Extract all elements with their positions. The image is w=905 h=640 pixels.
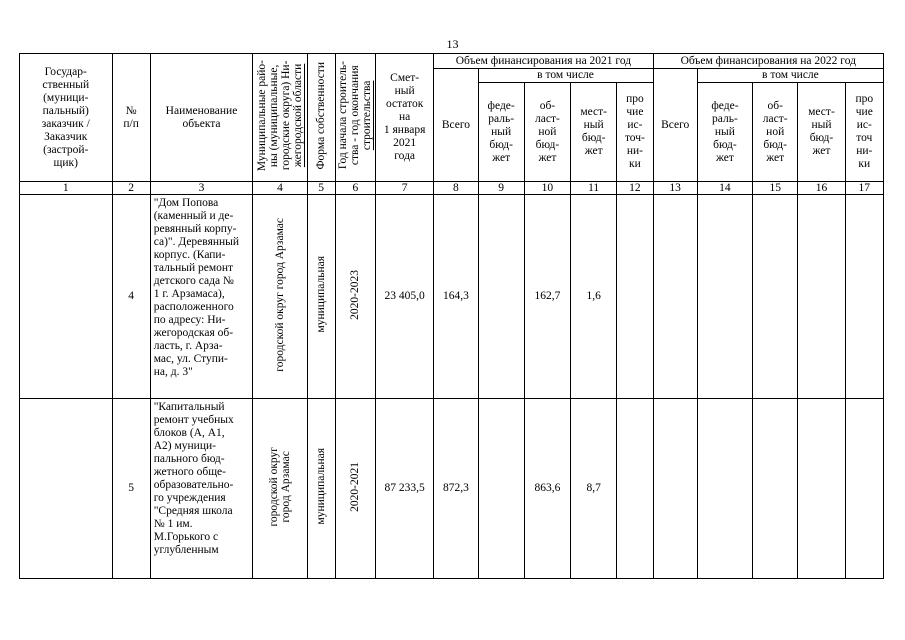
column-number: 12 — [617, 182, 653, 195]
cell-local-2021: 8,7 — [571, 399, 617, 579]
cell-num: 5 — [112, 399, 150, 579]
cell-years-text: 2020-2021 — [349, 461, 362, 512]
cell-other-2022 — [845, 399, 883, 579]
column-number: 9 — [478, 182, 524, 195]
cell-local-2022 — [798, 195, 845, 399]
header-object-name: Наименование объекта — [150, 54, 253, 182]
cell-district — [253, 399, 307, 579]
column-number: 11 — [571, 182, 617, 195]
header-federal-2021: феде- раль- ный бюд- жет — [478, 83, 524, 182]
cell-district-text: городской округ город Арзамас — [273, 217, 286, 372]
column-number: 5 — [307, 182, 335, 195]
header-regional-2021: об- ласт- ной бюд- жет — [524, 83, 570, 182]
cell-years — [335, 399, 375, 579]
header-remaining: Смет- ный остаток на 1 января 2021 года — [375, 54, 433, 182]
header-years — [335, 54, 375, 182]
cell-object-name: "Капитальный ремонт учебных блоков (А, А1, А2) муници- пального бюд- жетного обще- образовательно- го учреждения "Средняя школа № 1 им. М.Горького с углубленным — [150, 399, 253, 579]
column-number: 17 — [845, 182, 883, 195]
cell-customer — [20, 399, 113, 579]
header-regional-2022: об- ласт- ной бюд- жет — [753, 83, 798, 182]
column-number: 10 — [524, 182, 570, 195]
cell-regional-2022 — [753, 195, 798, 399]
column-number: 1 — [20, 182, 113, 195]
header-funding-2022: Объем финансирования на 2022 год — [653, 54, 883, 69]
cell-total-2021: 872,3 — [434, 399, 478, 579]
table-row — [20, 195, 884, 399]
column-number: 7 — [375, 182, 433, 195]
header-funding-2021: Объем финансирования на 2021 год — [434, 54, 653, 69]
cell-local-2021: 1,6 — [571, 195, 617, 399]
cell-num: 4 — [112, 195, 150, 399]
cell-ownership-text: муниципальная — [315, 448, 328, 525]
cell-federal-2022 — [697, 195, 752, 399]
header-including-2022: в том числе — [697, 69, 883, 83]
cell-ownership — [307, 399, 335, 579]
cell-regional-2021: 863,6 — [524, 399, 570, 579]
cell-object-name: "Дом Попова (каменный и де- ревянный корпу- са)". Деревянный корпус. (Капи- тальный ремонт детского сада № 1 г. Арзамаса), расположенного по адресу: Ни- жегородская об- ласть, г. Арза- мас, ул. Ступи- на, д. 3" — [150, 195, 253, 399]
header-total-2021: Всего — [434, 69, 478, 182]
cell-total-2021: 164,3 — [434, 195, 478, 399]
column-number: 13 — [653, 182, 697, 195]
column-number: 2 — [112, 182, 150, 195]
cell-remaining: 87 233,5 — [375, 399, 433, 579]
header-years-text: Год начала строитель- ства - год окончания строительства — [337, 61, 374, 170]
cell-other-2021 — [617, 195, 653, 399]
header-other-2022: про чие ис- точ ни- ки — [845, 83, 883, 182]
cell-district — [253, 195, 307, 399]
column-number: 8 — [434, 182, 478, 195]
cell-local-2022 — [798, 399, 845, 579]
cell-years — [335, 195, 375, 399]
column-number: 14 — [697, 182, 752, 195]
cell-years-text: 2020-2023 — [349, 269, 362, 320]
cell-customer — [20, 195, 113, 399]
cell-other-2021 — [617, 399, 653, 579]
header-district — [253, 54, 307, 182]
cell-federal-2021 — [478, 399, 524, 579]
header-local-2021: мест- ный бюд- жет — [571, 83, 617, 182]
cell-regional-2021: 162,7 — [524, 195, 570, 399]
header-num: № п/п — [112, 54, 150, 182]
header-ownership-text: Форма собственности — [315, 61, 328, 170]
header-other-2021: про чие ис- точ- ни- ки — [617, 83, 653, 182]
cell-ownership — [307, 195, 335, 399]
cell-total-2022 — [653, 399, 697, 579]
header-customer: Государ- ственный (муници- пальный) заказчик / Заказчик (застрой- щик) — [20, 54, 113, 182]
header-total-2022: Всего — [653, 69, 697, 182]
column-number: 6 — [335, 182, 375, 195]
cell-remaining: 23 405,0 — [375, 195, 433, 399]
column-number: 15 — [753, 182, 798, 195]
table-row — [20, 399, 884, 579]
column-number: 3 — [150, 182, 253, 195]
column-number: 16 — [798, 182, 845, 195]
cell-district-text: городской округ город Арзамас — [267, 446, 292, 527]
cell-federal-2022 — [697, 399, 752, 579]
header-including-2021: в том числе — [478, 69, 653, 83]
cell-federal-2021 — [478, 195, 524, 399]
financing-table — [19, 53, 884, 579]
cell-total-2022 — [653, 195, 697, 399]
header-district-text: Муниципальные райо- ны (муниципальные, городские округа) Ни- жегородской области — [255, 59, 304, 172]
cell-regional-2022 — [753, 399, 798, 579]
page-number: 13 — [446, 37, 459, 51]
header-local-2022: мест- ный бюд- жет — [798, 83, 845, 182]
header-ownership — [307, 54, 335, 182]
cell-other-2022 — [845, 195, 883, 399]
cell-ownership-text: муниципальная — [315, 256, 328, 333]
header-federal-2022: феде- раль- ный бюд- жет — [697, 83, 752, 182]
column-number: 4 — [253, 182, 307, 195]
